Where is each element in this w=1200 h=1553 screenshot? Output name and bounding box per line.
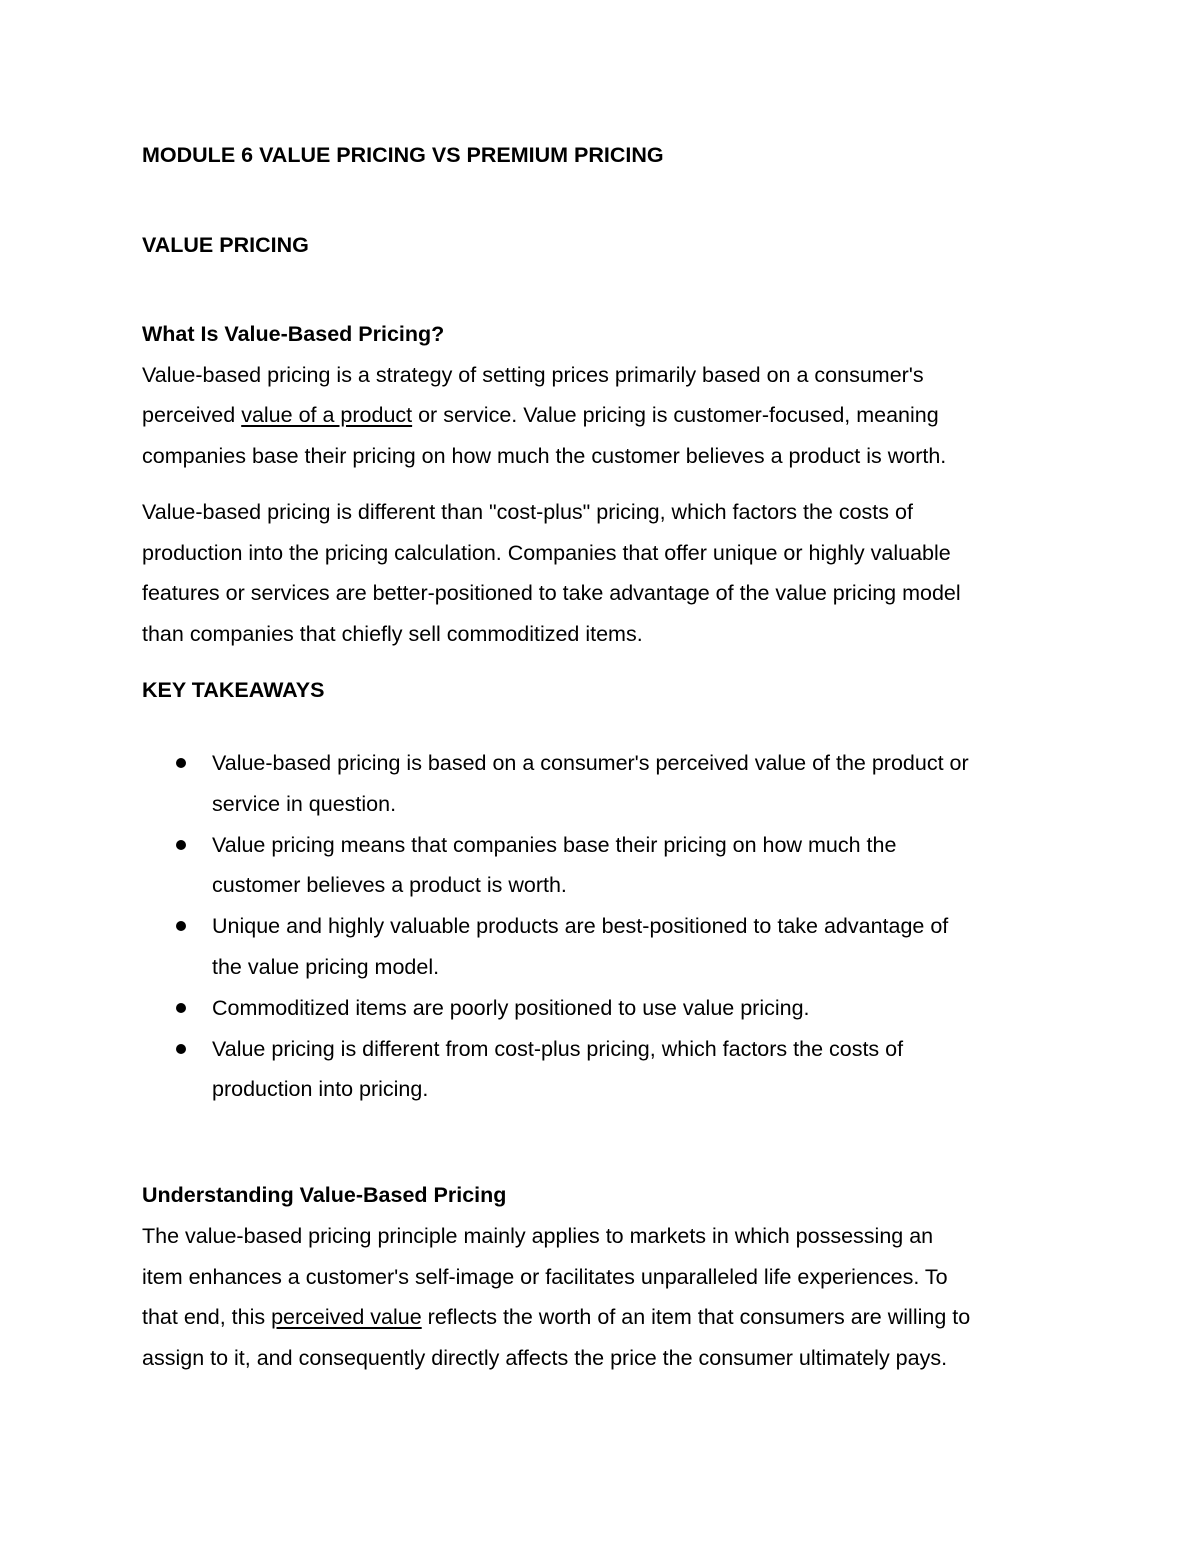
section-heading: VALUE PRICING (142, 233, 309, 257)
paragraph-text: perceived (142, 403, 242, 427)
list-item-line: production into pricing. (212, 1077, 429, 1102)
list-item-line: Value-based pricing is based on a consumer's perceived value of the product or (212, 751, 969, 775)
list-item-line: the value pricing model. (212, 954, 440, 979)
list-item-line: Value pricing is different from cost-plus pricing, which factors the costs of (212, 1036, 904, 1061)
paragraph-text: or service. Value pricing is customer-focused, meaning (412, 403, 939, 427)
paragraph-text: reflects the worth of an item that consumers are willing to (421, 1305, 971, 1329)
list-item-line: Commoditized items are poorly positioned to use value pricing. (212, 995, 810, 1020)
paragraph-line: The value-based pricing principle mainly applies to markets in which possessing an (142, 1224, 934, 1248)
list-item-line: customer believes a product is worth. (212, 873, 567, 898)
bullet-icon (176, 1044, 186, 1054)
bullet-icon (176, 1003, 186, 1013)
paragraph-line: Value-based pricing is different than "cost-plus" pricing, which factors the costs of (142, 500, 913, 524)
bullet-icon (176, 921, 186, 931)
key-takeaways-list (142, 743, 1082, 1110)
key-takeaways-heading: KEY TAKEAWAYS (142, 678, 325, 702)
list-item (142, 988, 1082, 1029)
list-item-line: Value pricing means that companies base their pricing on how much the (212, 832, 897, 857)
link-perceived-value[interactable]: perceived value (271, 1305, 422, 1329)
list-item-line: service in question. (212, 791, 397, 816)
bullet-icon (176, 758, 186, 768)
paragraph-line: assign to it, and consequently directly affects the price the consumer ultimately pays. (142, 1346, 948, 1370)
list-item (142, 825, 1082, 907)
paragraph-line: production into the pricing calculation. Companies that offer unique or highly valuable (142, 541, 951, 565)
paragraph-line: Value-based pricing is a strategy of setting prices primarily based on a consumer's (142, 363, 924, 387)
list-item (142, 743, 1082, 825)
bullet-icon (176, 840, 186, 850)
subheading-understanding: Understanding Value-Based Pricing (142, 1183, 507, 1207)
list-item (142, 906, 1082, 988)
paragraph-line (142, 1303, 970, 1331)
paragraph-text: that end, this (142, 1305, 272, 1329)
paragraph-line: item enhances a customer's self-image or facilitates unparalleled life experiences. To (142, 1265, 948, 1289)
paragraph-line: than companies that chiefly sell commoditized items. (142, 622, 643, 646)
link-value-of-a-product[interactable]: value of a product (241, 403, 413, 427)
paragraph-line: companies base their pricing on how much the customer believes a product is worth. (142, 444, 947, 468)
paragraph-line (142, 401, 939, 429)
document-title: MODULE 6 VALUE PRICING VS PREMIUM PRICING (142, 143, 664, 167)
list-item-line: Unique and highly valuable products are best-positioned to take advantage of (212, 914, 949, 939)
list-item (142, 1029, 1082, 1111)
paragraph-line: features or services are better-positioned to take advantage of the value pricing model (142, 581, 961, 605)
subheading-what-is: What Is Value-Based Pricing? (142, 322, 445, 346)
